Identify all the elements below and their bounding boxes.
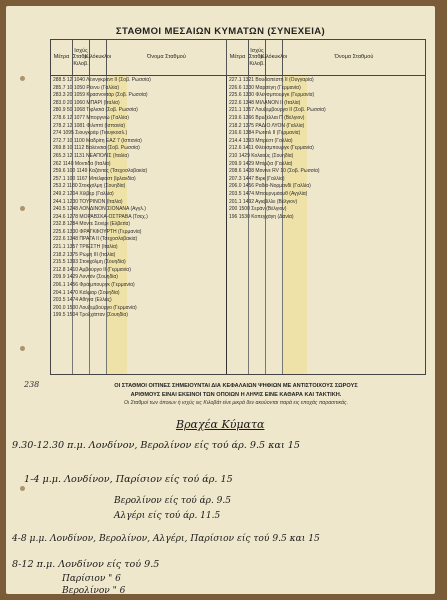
station-row: 212.8 1410 Αμβούργο ΙΙ (Γερμανία) — [53, 266, 131, 273]
station-row: 285.7 10 1050 Ρέννυ (Γαλλία) — [53, 84, 120, 91]
station-row: 219.6 1366 Βρυξέλλαι Π (Βέλγιον) — [229, 114, 305, 121]
station-row: 278.2 12 1081 Φιλιππί (Ισπανία) — [53, 122, 126, 129]
station-row: 204.1 1470 Κάλμαρ (Σουηδία) — [53, 289, 120, 296]
station-row: 210 1429 Κολαούς (Σουηδία) — [229, 152, 294, 159]
header-kilocycles: Κιλόκυκλοι — [90, 40, 107, 76]
station-row: 259.6 100 1149 Καζάντες (Τσεχοσλοβακία) — [53, 168, 148, 175]
handwritten-line: Βερολίνον είς τού άρ. 9.5 — [114, 496, 231, 506]
station-row: 206.0 1456 Ραδιό-Νορμανδί (Γαλλία) — [229, 183, 311, 190]
handwritten-heading: Βραχέα Κύματα — [176, 418, 265, 431]
header-kilocycles-2: Κιλόκυκλοι — [266, 40, 283, 76]
station-row: 222.6 1348 ΜΙΛΑΝΟΝ ΙΙ (Ιταλία) — [229, 99, 301, 106]
station-row: 288.5 12 1040 Λένινγκραντ ΙΙ (Σοβ. Ρωσσία) — [53, 77, 151, 83]
header-station-name: Όνομα Σταθμού — [107, 40, 227, 76]
left-station-list — [53, 77, 225, 320]
footer-line-2: ΑΡΙΘΜΟΥΣ ΕΙΝΑΙ ΕΚΕΙΝΟΙ ΤΩΝ ΟΠΟΙΩΝ Η ΛΗΨΙΣ ΕΙΝΕ ΚΑΘΑΡΑ ΚΑΙ ΤΑΚΤΙΚΗ. — [130, 391, 342, 398]
footer-notice — [46, 382, 426, 399]
station-row: 278.6 12 1077 Μποργνιώ (Γαλλία) — [53, 114, 129, 121]
station-row: 200 1500 Σεράν (Βέλγιον) — [229, 206, 287, 213]
station-row: 274 1095 Σιουγκράρ (Γιουγκοσλ.) — [53, 130, 128, 137]
handwritten-line: 8-12 π.μ. Λονδίνον είς τού 9.5 — [12, 559, 160, 570]
station-row: 226.6 1330 Μαρσέγη (Γερμανία) — [229, 84, 301, 91]
station-row: 221.1 1357 ΤΡΙΕΣΤΗ (Ιταλία) — [53, 244, 118, 251]
handwritten-line: Βερολίνον " 6 — [62, 586, 126, 596]
footer-note: Οι Σταθμοί των όποιων ή ισχύς εις Κιλοβάτ είνε μικρά δεν ακούονται παρά εις εποχάς παρασιτικάς. — [123, 400, 349, 406]
station-row: 272.7 10 1100 Μαδρίτη ΕΑΖ 7 (Ισπανία) — [53, 137, 142, 144]
station-row: 283.3 20 1059 Κρασνοντάρ (Σοβ. Ρωσσία) — [53, 92, 148, 99]
station-row: 222.6 1348 ΠΡΑΓΑ ΙΙ (Τσεχοσλοβακία) — [53, 236, 138, 243]
station-row: 249.2 1204 Χίλβερ (Γαλλία) — [53, 190, 114, 197]
header-meters-2: Μέτρα — [227, 40, 249, 76]
booklet-page — [6, 6, 435, 594]
station-row: 206.1 1456 Φράιμπουργκ (Γερμανία) — [53, 282, 135, 289]
station-row: 225.6 1330 Φλένσμπουργκ (Γερμανία) — [229, 92, 315, 99]
handwritten-line: Παρίσιον " 6 — [62, 574, 121, 584]
station-row: 212.6 1411 Φλένσμπουργκ (Γερμανία) — [229, 145, 314, 152]
station-row: 215.5 1393 Στοκχόλμη (Σουηδία) — [53, 259, 126, 266]
station-row: 196 1530 Κοπεγχάγη (Δανία) — [229, 213, 294, 220]
station-row: 203.5 1474 Αθήνα (Ελλάς) — [53, 297, 112, 304]
margin-number: 238 — [24, 380, 40, 389]
handwritten-line: 4-8 μ.μ. Λονδίνον, Βερολίνον, Αλγέρι, Παρίσιον είς τού 9.5 και 15 — [12, 534, 320, 544]
station-row: 283.0 20 1060 ΜΠΑΡΙ (Ιταλία) — [53, 99, 120, 106]
station-row: 200.0 1500 Λουξεμβούργο (Γερμανία) — [53, 304, 137, 311]
station-row: 244.1 1230 ΤΟΥΡΙΝΟΝ (Ιταλία) — [53, 198, 123, 205]
station-row: 218.2 1375 ΡΑΔΙΟ ΛΥΟΝ (Γαλλία) — [229, 122, 305, 129]
station-row: 253.2 1180 Στοκχόλμη (Σουηδία) — [53, 183, 126, 190]
station-row: 203.5 1474 Μπουρνμάουθ (Αγγλία) — [229, 190, 308, 197]
station-row: 218.2 1375 Ρώμη ΙΙΙ (Ιταλία) — [53, 251, 116, 258]
station-row: 262 1140 Μοντιδα (Ιταλία) — [53, 160, 111, 167]
header-power: Ισχύς Σταθμ. Κιλοβ. — [73, 40, 90, 76]
station-row: 201.1 1492 Αγιεβίλλε (Βέλγιον) — [229, 198, 298, 205]
station-row: 234.6 1278 ΜΟΡΑΒΣΚΑ-ΟΣΤΡΑΒΑ (Τσεχ.) — [53, 213, 148, 220]
station-row: 265.3 12 1131 ΝΕΑΠΟΛΙΣ (Ιταλία) — [53, 152, 129, 159]
station-row: 225.6 1330 ΦΡΑΓΚΦΟΥΡΤΗ (Γερμανία) — [53, 228, 142, 235]
stations-table — [50, 39, 426, 375]
right-station-list — [229, 77, 425, 221]
handwritten-line: Αλγέρι είς τού άρ. 11.5 — [114, 511, 221, 521]
station-row: 240.5 1248 ΛΟΝΔΙΝΟΝ ΣΙΟΝΑΝΑ (Αγγλ.) — [53, 206, 146, 213]
station-row: 227.1 1321 Βουδαπέστη ΙΙ (Ουγγαρία) — [229, 77, 314, 83]
station-row: 209.9 1429 Λοντόν (Σουηδία) — [53, 274, 118, 281]
station-row: 280.9 50 1068 Τιφλισιά (Σοβ. Ρωσσία) — [53, 107, 138, 114]
station-row: 216.6 1384 Ρωτσιλ ΙΙ (Γερμανία) — [229, 130, 301, 137]
station-row: 199.5 1504 Τρολχάτταν (Σουηδία) — [53, 312, 128, 319]
handwritten-line: 1-4 μ.μ. Λονδίνον, Παρίσιον είς τού άρ. 15 — [24, 474, 233, 485]
station-row: 269.8 10 1112 Βαλένσια (Σοβ. Ρωσσία) — [53, 145, 140, 152]
header-meters: Μέτρα — [51, 40, 73, 76]
header-power-2: Ισχύς Σταθμ. Κιλοβ. — [249, 40, 266, 76]
station-row: 208.6 1438 Μονίνε RV 10 (Σοβ. Ρωσσία) — [229, 168, 320, 175]
handwritten-line: 9.30-12.30 π.μ. Λονδίνον, Βερολίνον είς τού άρ. 9.5 και 15 — [12, 440, 300, 451]
footer-line-1: ΟΙ ΣΤΑΘΜΟΙ ΟΙΤΙΝΕΣ ΣΗΜΕΙΟΥΝΤΑΙ ΔΙΑ ΚΕΦΑΛΑΙΩΝ ΨΗΦΙΩΝ ΜΕ ΑΝΤΙΣΤΟΙΧΟΥΣ ΣΩΡΟΥΣ — [114, 383, 358, 389]
station-row: 232.8 1284 Μόντε Σενέρι (Ελβετία) — [53, 221, 131, 228]
station-row: 221.1 1357 Λουξεμβούργο ΙΙ (Σοβ. Ρωσσία) — [229, 107, 326, 114]
station-row: 257.1 100 1167 Μπέλφαστ (Ιρλανδία) — [53, 175, 136, 182]
header-station-name-2: Όνομα Σταθμού — [283, 40, 425, 76]
col-divider — [226, 76, 227, 374]
station-row: 207.3 1447 Βιρκ (Γαλλία) — [229, 175, 285, 182]
station-row: 209.9 1429 Μπίρζια (Γαλλία) — [229, 160, 293, 167]
page-title: ΣΤΑΘΜΟΙ ΜΕΣΑΙΩΝ ΚΥΜΑΤΩΝ (ΣΥΝΕΧΕΙΑ) — [115, 26, 326, 37]
station-row: 214.4 1393 Μπρέστ (Γαλλία) — [229, 137, 293, 144]
